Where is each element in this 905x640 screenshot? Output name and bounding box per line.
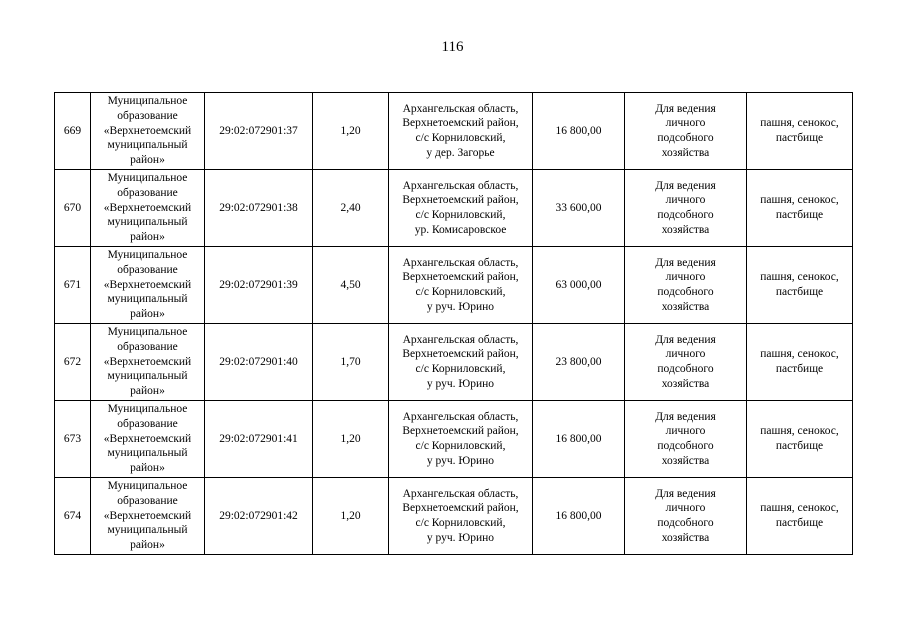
table-row <box>55 247 853 324</box>
row-number-cell: 669 <box>55 93 91 170</box>
permitted-use-cell: Для ведения личного подсобного хозяйства <box>625 324 747 401</box>
cadastral-value-cell: 16 800,00 <box>533 478 625 555</box>
area-cell: 1,20 <box>313 401 389 478</box>
area-cell: 1,20 <box>313 93 389 170</box>
permitted-use-cell: Для ведения личного подсобного хозяйства <box>625 401 747 478</box>
owner-cell: Муниципальное образование «Верхнетоемский муниципальный район» <box>91 93 205 170</box>
land-type-cell: пашня, сенокос, пастбище <box>747 478 853 555</box>
land-type-cell: пашня, сенокос, пастбище <box>747 401 853 478</box>
cadastral-number-cell: 29:02:072901:37 <box>205 93 313 170</box>
owner-cell: Муниципальное образование «Верхнетоемский муниципальный район» <box>91 247 205 324</box>
area-cell: 1,70 <box>313 324 389 401</box>
land-type-cell: пашня, сенокос, пастбище <box>747 170 853 247</box>
address-cell: Архангельская область, Верхнетоемский район, с/с Корниловский, у руч. Юрино <box>389 478 533 555</box>
cadastral-value-cell: 23 800,00 <box>533 324 625 401</box>
address-cell: Архангельская область, Верхнетоемский район, с/с Корниловский, у руч. Юрино <box>389 247 533 324</box>
owner-cell: Муниципальное образование «Верхнетоемский муниципальный район» <box>91 170 205 247</box>
land-plots-table <box>54 92 853 555</box>
owner-cell: Муниципальное образование «Верхнетоемский муниципальный район» <box>91 324 205 401</box>
page-number: 116 <box>441 39 464 55</box>
cadastral-number-cell: 29:02:072901:38 <box>205 170 313 247</box>
address-cell: Архангельская область, Верхнетоемский район, с/с Корниловский, у руч. Юрино <box>389 324 533 401</box>
owner-cell: Муниципальное образование «Верхнетоемский муниципальный район» <box>91 401 205 478</box>
row-number-cell: 670 <box>55 170 91 247</box>
permitted-use-cell: Для ведения личного подсобного хозяйства <box>625 93 747 170</box>
table-row <box>55 170 853 247</box>
table-row <box>55 324 853 401</box>
cadastral-value-cell: 33 600,00 <box>533 170 625 247</box>
area-cell: 1,20 <box>313 478 389 555</box>
cadastral-number-cell: 29:02:072901:39 <box>205 247 313 324</box>
land-type-cell: пашня, сенокос, пастбище <box>747 247 853 324</box>
owner-cell: Муниципальное образование «Верхнетоемский муниципальный район» <box>91 478 205 555</box>
table-row <box>55 478 853 555</box>
row-number-cell: 672 <box>55 324 91 401</box>
address-cell: Архангельская область, Верхнетоемский район, с/с Корниловский, у руч. Юрино <box>389 401 533 478</box>
table-row <box>55 401 853 478</box>
land-type-cell: пашня, сенокос, пастбище <box>747 93 853 170</box>
cadastral-number-cell: 29:02:072901:40 <box>205 324 313 401</box>
cadastral-value-cell: 16 800,00 <box>533 93 625 170</box>
cadastral-number-cell: 29:02:072901:42 <box>205 478 313 555</box>
row-number-cell: 673 <box>55 401 91 478</box>
permitted-use-cell: Для ведения личного подсобного хозяйства <box>625 170 747 247</box>
area-cell: 4,50 <box>313 247 389 324</box>
cadastral-value-cell: 16 800,00 <box>533 401 625 478</box>
table-row <box>55 93 853 170</box>
land-type-cell: пашня, сенокос, пастбище <box>747 324 853 401</box>
area-cell: 2,40 <box>313 170 389 247</box>
permitted-use-cell: Для ведения личного подсобного хозяйства <box>625 478 747 555</box>
address-cell: Архангельская область, Верхнетоемский район, с/с Корниловский, у дер. Загорье <box>389 93 533 170</box>
cadastral-number-cell: 29:02:072901:41 <box>205 401 313 478</box>
row-number-cell: 674 <box>55 478 91 555</box>
row-number-cell: 671 <box>55 247 91 324</box>
cadastral-value-cell: 63 000,00 <box>533 247 625 324</box>
permitted-use-cell: Для ведения личного подсобного хозяйства <box>625 247 747 324</box>
address-cell: Архангельская область, Верхнетоемский район, с/с Корниловский, ур. Комисаровское <box>389 170 533 247</box>
